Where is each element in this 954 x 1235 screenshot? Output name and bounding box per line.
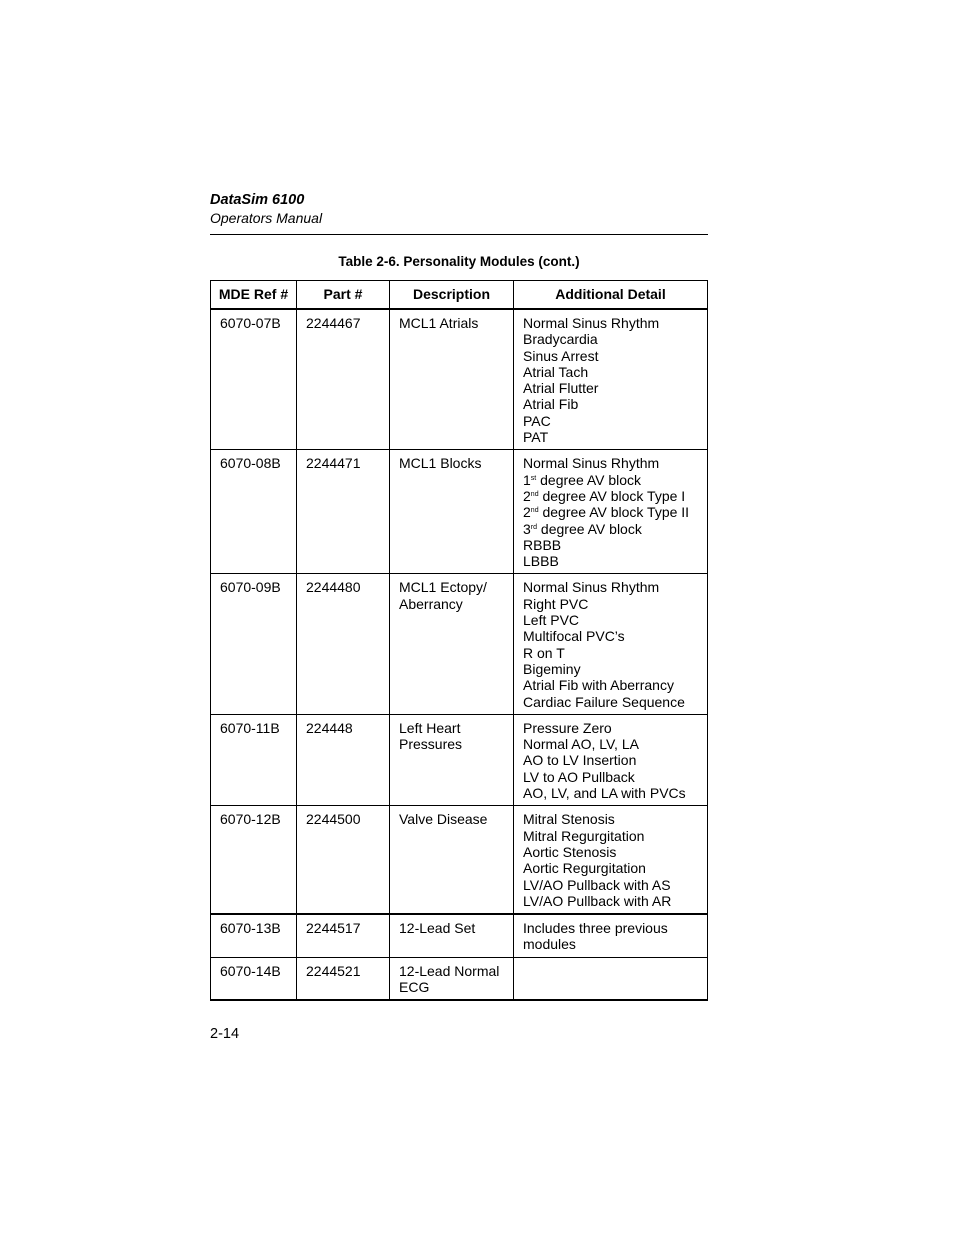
table-row <box>211 309 708 450</box>
detail-line: Includes three previous <box>523 920 668 937</box>
part-number-cell: 2244517 <box>297 914 390 957</box>
column-header-mde-ref: MDE Ref # <box>211 281 297 310</box>
detail-line: Atrial Fib <box>523 396 579 413</box>
detail-line: Right PVC <box>523 595 589 612</box>
column-header-part: Part # <box>297 281 390 310</box>
description-cell: MCL1 Blocks <box>390 450 514 574</box>
mde-ref-cell: 6070-09B <box>211 574 297 714</box>
detail-line: Normal Sinus Rhythm <box>523 455 660 472</box>
detail-line: R on T <box>523 644 565 661</box>
part-number-cell: 2244521 <box>297 957 390 1000</box>
ordinal-number: 2 <box>523 487 531 504</box>
part-number-cell: 2244467 <box>297 309 390 450</box>
document-title: DataSim 6100 <box>210 192 305 208</box>
mde-ref-cell: 6070-08B <box>211 450 297 574</box>
detail-line: LV/AO Pullback with AS <box>523 876 671 893</box>
table-body <box>211 309 708 1000</box>
running-header <box>210 191 708 227</box>
detail-line: RBBB <box>523 536 562 553</box>
detail-line: PAT <box>523 429 549 446</box>
detail-line: PAC <box>523 412 551 429</box>
detail-line: Mitral Stenosis <box>523 811 615 828</box>
table-row <box>211 574 708 714</box>
detail-line: AO to LV Insertion <box>523 752 637 769</box>
mde-ref-cell: 6070-14B <box>211 957 297 1000</box>
part-number-cell: 2244500 <box>297 806 390 914</box>
ordinal-number: 2 <box>523 504 531 521</box>
detail-text: degree AV block <box>537 520 642 537</box>
mde-ref-cell: 6070-12B <box>211 806 297 914</box>
mde-ref-cell: 6070-13B <box>211 914 297 957</box>
table-row <box>211 450 708 574</box>
part-number-cell: 2244471 <box>297 450 390 574</box>
header-divider <box>210 234 708 235</box>
table-row <box>211 957 708 1000</box>
table-row <box>211 714 708 805</box>
detail-text: degree AV block <box>536 471 642 488</box>
mde-ref-cell: 6070-11B <box>211 714 297 805</box>
detail-line: modules <box>523 936 576 953</box>
detail-line: LV/AO Pullback with AR <box>523 892 672 909</box>
additional-detail-cell <box>514 914 708 957</box>
detail-line: Atrial Flutter <box>523 380 599 397</box>
ordinal-suffix: nd <box>530 507 539 515</box>
description-cell: Left Heart Pressures <box>390 714 514 805</box>
ordinal-suffix: rd <box>530 523 538 531</box>
part-number-cell: 2244480 <box>297 574 390 714</box>
description-cell: 12-Lead Normal ECG <box>390 957 514 1000</box>
detail-line: Mitral Regurgitation <box>523 827 645 844</box>
ordinal-number: 3 <box>523 520 531 537</box>
detail-line <box>523 521 699 537</box>
detail-line: Atrial Tach <box>523 363 589 380</box>
column-header-description: Description <box>390 281 514 310</box>
additional-detail-cell <box>514 450 708 574</box>
detail-text: degree AV block Type I <box>538 487 686 504</box>
description-cell: 12-Lead Set <box>390 914 514 957</box>
detail-line: Left PVC <box>523 612 580 629</box>
detail-line <box>523 488 699 504</box>
additional-detail-cell <box>514 309 708 450</box>
detail-line: Atrial Fib with Aberrancy <box>523 677 674 694</box>
description-cell: MCL1 Atrials <box>390 309 514 450</box>
description-cell: MCL1 Ectopy/ Aberrancy <box>390 574 514 714</box>
ordinal-suffix: st <box>530 474 537 482</box>
table-header-row <box>211 281 708 310</box>
part-number-cell: 224448 <box>297 714 390 805</box>
additional-detail-cell <box>514 957 708 1000</box>
detail-line: Aortic Stenosis <box>523 843 617 860</box>
detail-line: Aortic Regurgitation <box>523 860 646 877</box>
detail-line: LV to AO Pullback <box>523 768 635 785</box>
mde-ref-cell: 6070-07B <box>211 309 297 450</box>
detail-line <box>523 504 699 520</box>
detail-line: Bradycardia <box>523 331 598 348</box>
ordinal-suffix: nd <box>530 490 539 498</box>
detail-line: Bigeminy <box>523 660 581 677</box>
ordinal-number: 1 <box>523 471 531 488</box>
additional-detail-cell <box>514 574 708 714</box>
page-number: 2-14 <box>210 1026 240 1042</box>
detail-line: Pressure Zero <box>523 719 612 736</box>
description-cell: Valve Disease <box>390 806 514 914</box>
detail-line: Cardiac Failure Sequence <box>523 693 685 710</box>
document-subtitle: Operators Manual <box>210 210 323 226</box>
additional-detail-cell <box>514 806 708 914</box>
detail-line: Multifocal PVC’s <box>523 628 625 645</box>
detail-line <box>523 472 699 488</box>
detail-line: Normal AO, LV, LA <box>523 736 639 753</box>
table-row <box>211 806 708 914</box>
personality-modules-table <box>210 280 708 1001</box>
detail-line: Normal Sinus Rhythm <box>523 315 660 331</box>
detail-line: Sinus Arrest <box>523 347 599 364</box>
detail-line: Normal Sinus Rhythm <box>523 579 660 596</box>
table-row <box>211 914 708 957</box>
detail-text: degree AV block Type II <box>538 504 690 521</box>
column-header-additional-detail: Additional Detail <box>514 281 708 310</box>
table-caption: Table 2-6. Personality Modules (cont.) <box>338 254 580 269</box>
detail-line: LBBB <box>523 553 559 570</box>
detail-line: AO, LV, and LA with PVCs <box>523 785 686 802</box>
additional-detail-cell <box>514 714 708 805</box>
